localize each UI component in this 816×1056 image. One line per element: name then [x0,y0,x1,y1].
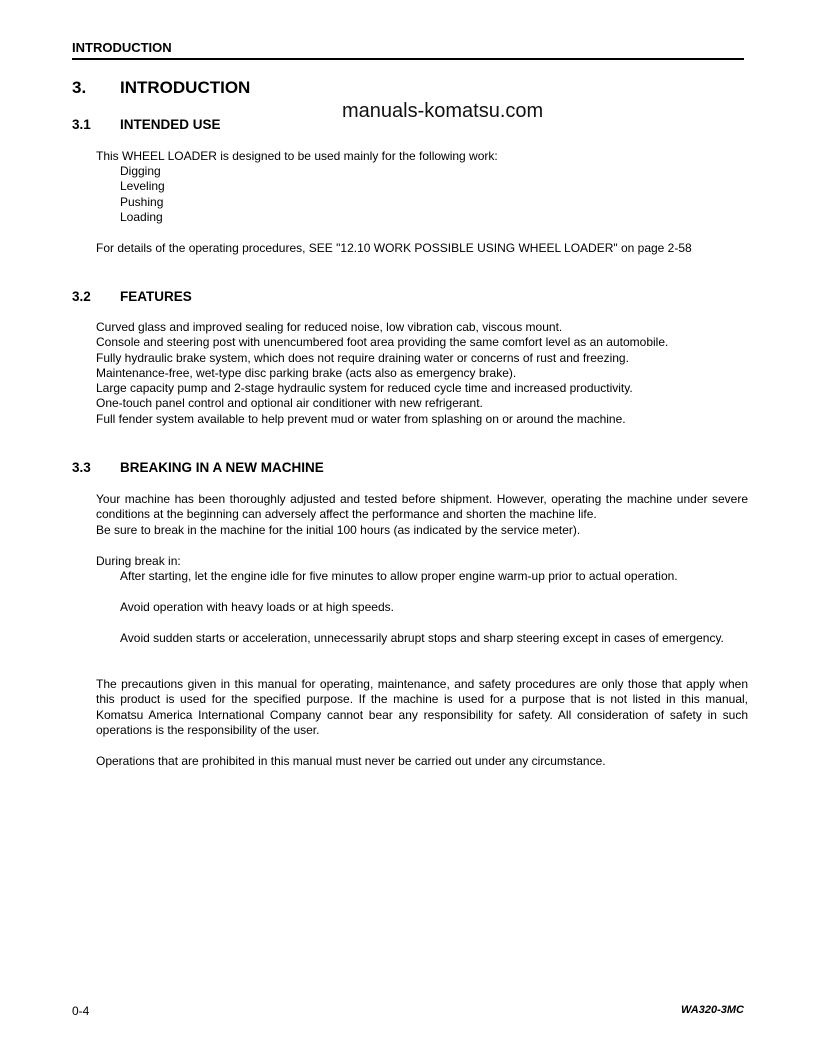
running-header: INTRODUCTION [72,40,172,55]
model-code: WA320-3MC [681,1004,744,1016]
precautions-paragraph: The precautions given in this manual for operating, maintenance, and safety procedures are only those that apply when this product is used for the specified purpose. If the machine is used for a purpose that is not listed in this manual, Komatsu America International Company cannot bear any responsibility for safety. All consideration of safety in such operations is the responsibility of the user. [96,677,748,737]
work-item-leveling: Leveling [120,179,165,194]
feature-item: Full fender system available to help prevent mud or water from splashing on or around the machine. [96,411,626,426]
feature-item: Console and steering post with unencumbered foot area providing the same comfort level as an automobile. [96,335,669,350]
intended-use-list [120,164,748,225]
breaking-in-hours: Be sure to break in the machine for the initial 100 hours (as indicated by the service meter). [96,523,581,537]
features-list [96,320,748,427]
subsection-title-features: FEATURES [120,289,192,304]
intended-use-details: For details of the operating procedures, SEE "12.10 WORK POSSIBLE USING WHEEL LOADER" on page 2-58 [96,241,692,255]
feature-item: Maintenance-free, wet-type disc parking brake (acts also as emergency brake). [96,365,517,380]
section-number: 3. [72,78,87,97]
prohibited-operations-note: Operations that are prohibited in this manual must never be carried out under any circumstance. [96,754,606,768]
break-in-step-warmup: After starting, let the engine idle for five minutes to allow proper engine warm-up prior to actual operation. [120,569,678,583]
work-item-digging: Digging [120,164,161,178]
subsection-number-features: 3.2 [72,289,91,304]
during-break-in-label: During break in: [96,554,181,568]
subsection-number-breaking-in: 3.3 [72,460,91,475]
subsection-title-intended-use: INTENDED USE [120,117,221,132]
feature-item: One-touch panel control and optional air conditioner with new refrigerant. [96,396,483,411]
break-in-step-starts: Avoid sudden starts or acceleration, unnecessarily abrupt stops and sharp steering except in cases of emergency. [120,631,724,645]
breaking-in-paragraph: Your machine has been thoroughly adjusted and tested before shipment. However, operating the machine under severe conditions at the beginning can adversely affect the performance and shorten the machine life. [96,492,748,522]
watermark-text: manuals-komatsu.com [342,100,544,122]
feature-item: Large capacity pump and 2-stage hydraulic system for reduced cycle time and increased productivity. [96,381,633,396]
work-item-loading: Loading [120,209,163,224]
break-in-step-loads: Avoid operation with heavy loads or at high speeds. [120,600,394,614]
section-title: INTRODUCTION [120,78,251,97]
header-rule [72,58,744,60]
feature-item: Curved glass and improved sealing for reduced noise, low vibration cab, viscous mount. [96,320,563,334]
feature-item: Fully hydraulic brake system, which does not require draining water or concerns of rust and freezing. [96,350,629,365]
subsection-number-intended-use: 3.1 [72,117,91,132]
subsection-title-breaking-in: BREAKING IN A NEW MACHINE [120,460,324,475]
work-item-pushing: Pushing [120,194,164,209]
page-number: 0-4 [72,1004,90,1018]
intended-use-intro: This WHEEL LOADER is designed to be used mainly for the following work: [96,149,498,163]
